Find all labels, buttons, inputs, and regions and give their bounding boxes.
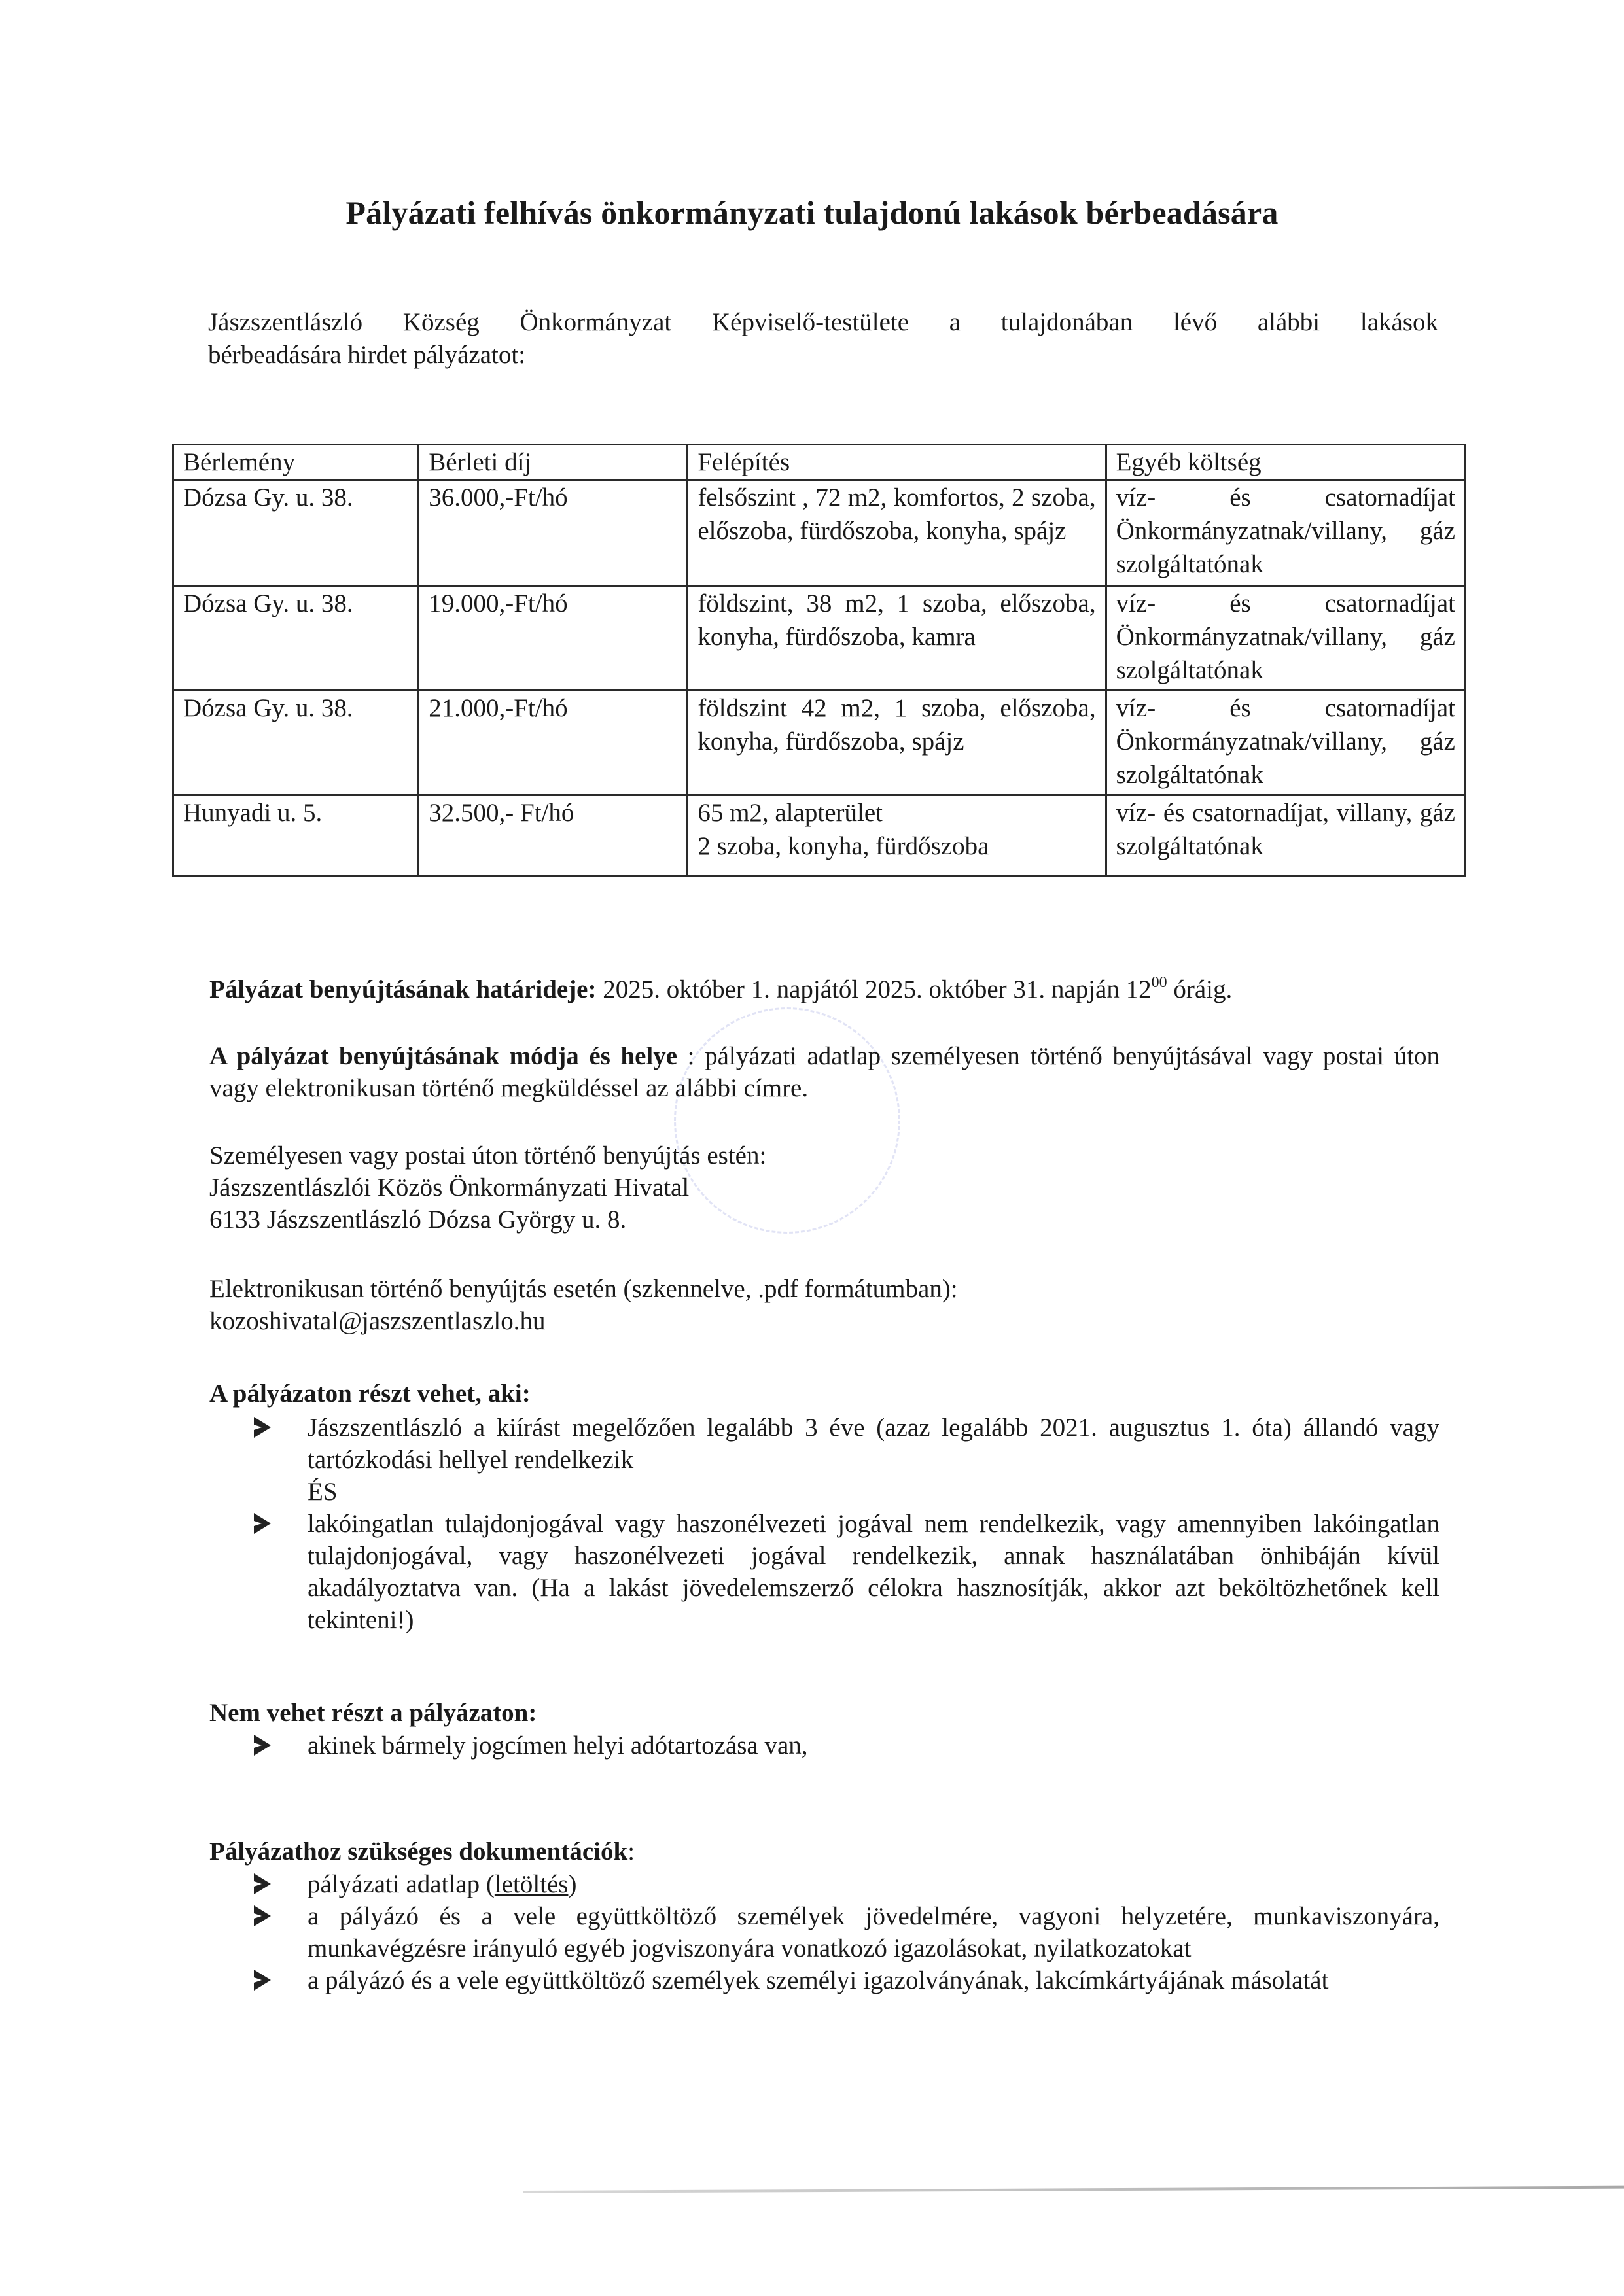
cell-other-costs: víz- és csatornadíjat Önkormányzatnak/villany, gáz szolgáltatónak [1106,691,1465,795]
arrow-bullet-icon [254,1970,271,1991]
list-item-text: akinek bármely jogcímen helyi adótartozása van, [308,1731,808,1760]
eligible-list [209,1412,1439,1636]
list-item-close-paren: ) [568,1870,577,1898]
cell-layout-line-2: 2 szoba, konyha, fürdőszoba [697,832,989,860]
intro-line-2: bérbeadására hirdet pályázatot: [208,341,526,369]
header-property: Bérlemény [173,445,419,480]
cell-layout: földszint 42 m2, 1 szoba, előszoba, konyha, fürdőszoba, spájz [688,691,1106,795]
eligible-heading: A pályázaton részt vehet, aki: [209,1380,531,1408]
postal-intro: Személyesen vagy postai úton történő benyújtás estén: [209,1141,767,1170]
cell-other-costs: víz- és csatornadíjat Önkormányzatnak/villany, gáz szolgáltatónak [1106,480,1465,586]
table-row [173,480,1466,586]
cell-layout: felsőszint , 72 m2, komfortos, 2 szoba, előszoba, fürdőszoba, konyha, spájz [688,480,1106,586]
page-title: Pályázati felhívás önkormányzati tulajdonú lakások bérbeadására [345,194,1279,231]
list-item-text: a pályázó és a vele együttköltöző személyek jövedelmére, vagyoni helyzetére, munkaviszonyára, munkavégzésre irányuló egyéb jogviszonyára vonatkozó igazolásokat, nyilatkozatokat [308,1902,1439,1962]
cell-other-costs: víz- és csatornadíjat Önkormányzatnak/villany, gáz szolgáltatónak [1106,586,1465,691]
list-item-text: lakóingatlan tulajdonjogával vagy haszonélvezeti jogával nem rendelkezik, vagy amennyiben lakóingatlan tulajdonjogával, vagy haszonélvezeti jogával rendelkezik, annak használatában önhibáján kívül akadályoztatva van. (Ha a lakást jövedelemszerző célokra hasznosítják, akkor azt beköltözhetőnek kell tekinteni!) [308,1510,1439,1634]
download-link[interactable]: letöltés [494,1870,569,1898]
list-item [209,1508,1439,1636]
header-other-costs: Egyéb költség [1106,445,1465,480]
table-row [173,795,1466,877]
scan-edge-line [523,2186,1624,2193]
arrow-bullet-icon [254,1513,271,1534]
documents-heading [209,1835,1439,1868]
postal-address-block [209,1139,1439,1236]
list-item [209,1964,1439,1996]
apartments-table [172,444,1466,877]
documents-list [209,1868,1439,1996]
submission-label: A pályázat benyújtásának módja és helye [209,1042,678,1070]
header-layout: Felépítés [688,445,1106,480]
submission-text: : pályázati adatlap személyesen történő benyújtásával vagy postai úton vagy elektronikusan történő megküldéssel az alábbi címre. [209,1042,1439,1102]
list-item [209,1730,1439,1762]
deadline-suffix: óráig. [1167,975,1233,1003]
table-row [173,691,1466,795]
email-address[interactable]: kozoshivatal@jaszszentlaszlo.hu [209,1307,546,1335]
list-item [209,1900,1439,1964]
cell-rent: 32.500,- Ft/hó [419,795,688,877]
list-item-text: Jászszentlászló a kiírást megelőzően legalább 3 éve (azaz legalább 2021. augusztus 1. óta) állandó vagy tartózkodási hellyel rendelkezik [308,1414,1439,1474]
list-item [209,1868,1439,1900]
office-street: 6133 Jászszentlászló Dózsa György u. 8. [209,1206,627,1234]
cell-other-costs: víz- és csatornadíjat, villany, gáz szolgáltatónak [1106,795,1465,877]
conjunction-text: ÉS [308,1478,338,1506]
cell-property: Dózsa Gy. u. 38. [173,691,419,795]
deadline-superscript: 00 [1151,974,1167,991]
ineligible-list [209,1730,1439,1762]
electronic-intro: Elektronikusan történő benyújtás esetén (szkennelve, .pdf formátumban): [209,1275,958,1303]
cell-layout [688,795,1106,877]
cell-rent: 21.000,-Ft/hó [419,691,688,795]
arrow-bullet-icon [254,1417,271,1438]
cell-layout: földszint, 38 m2, 1 szoba, előszoba, konyha, fürdőszoba, kamra [688,586,1106,691]
submission-paragraph [209,1040,1439,1104]
table-header-row [173,445,1466,480]
deadline-label: Pályázat benyújtásának határideje: [209,975,597,1003]
arrow-bullet-icon [254,1735,271,1756]
list-item [209,1412,1439,1508]
cell-property: Hunyadi u. 5. [173,795,419,877]
header-rent: Bérleti díj [419,445,688,480]
cell-rent: 36.000,-Ft/hó [419,480,688,586]
cell-property: Dózsa Gy. u. 38. [173,480,419,586]
list-item-text: pályázati adatlap ( [308,1870,495,1898]
cell-property: Dózsa Gy. u. 38. [173,586,419,691]
documents-heading-colon: : [627,1837,635,1866]
documents-heading-text: Pályázathoz szükséges dokumentációk [209,1837,628,1866]
arrow-bullet-icon [254,1873,271,1894]
deadline-text: 2025. október 1. napjától 2025. október 31. napján 12 [596,975,1152,1003]
ineligible-heading: Nem vehet részt a pályázaton: [209,1699,537,1727]
intro-line-1: Jászszentlászló Község Önkormányzat Képviselő-testülete a tulajdonában lévő alábbi lakások [208,308,1438,336]
cell-rent: 19.000,-Ft/hó [419,586,688,691]
list-item-text: a pályázó és a vele együttköltöző személyek személyi igazolványának, lakcímkártyájának másolatát [308,1966,1329,1994]
electronic-submission-block [209,1273,1439,1337]
deadline-paragraph [209,973,1439,1005]
cell-layout-line-1: 65 m2, alapterület [697,799,883,827]
office-name: Jászszentlászlói Közös Önkormányzati Hivatal [209,1174,690,1202]
table-row [173,586,1466,691]
arrow-bullet-icon [254,1905,271,1926]
intro-paragraph [208,306,1438,372]
